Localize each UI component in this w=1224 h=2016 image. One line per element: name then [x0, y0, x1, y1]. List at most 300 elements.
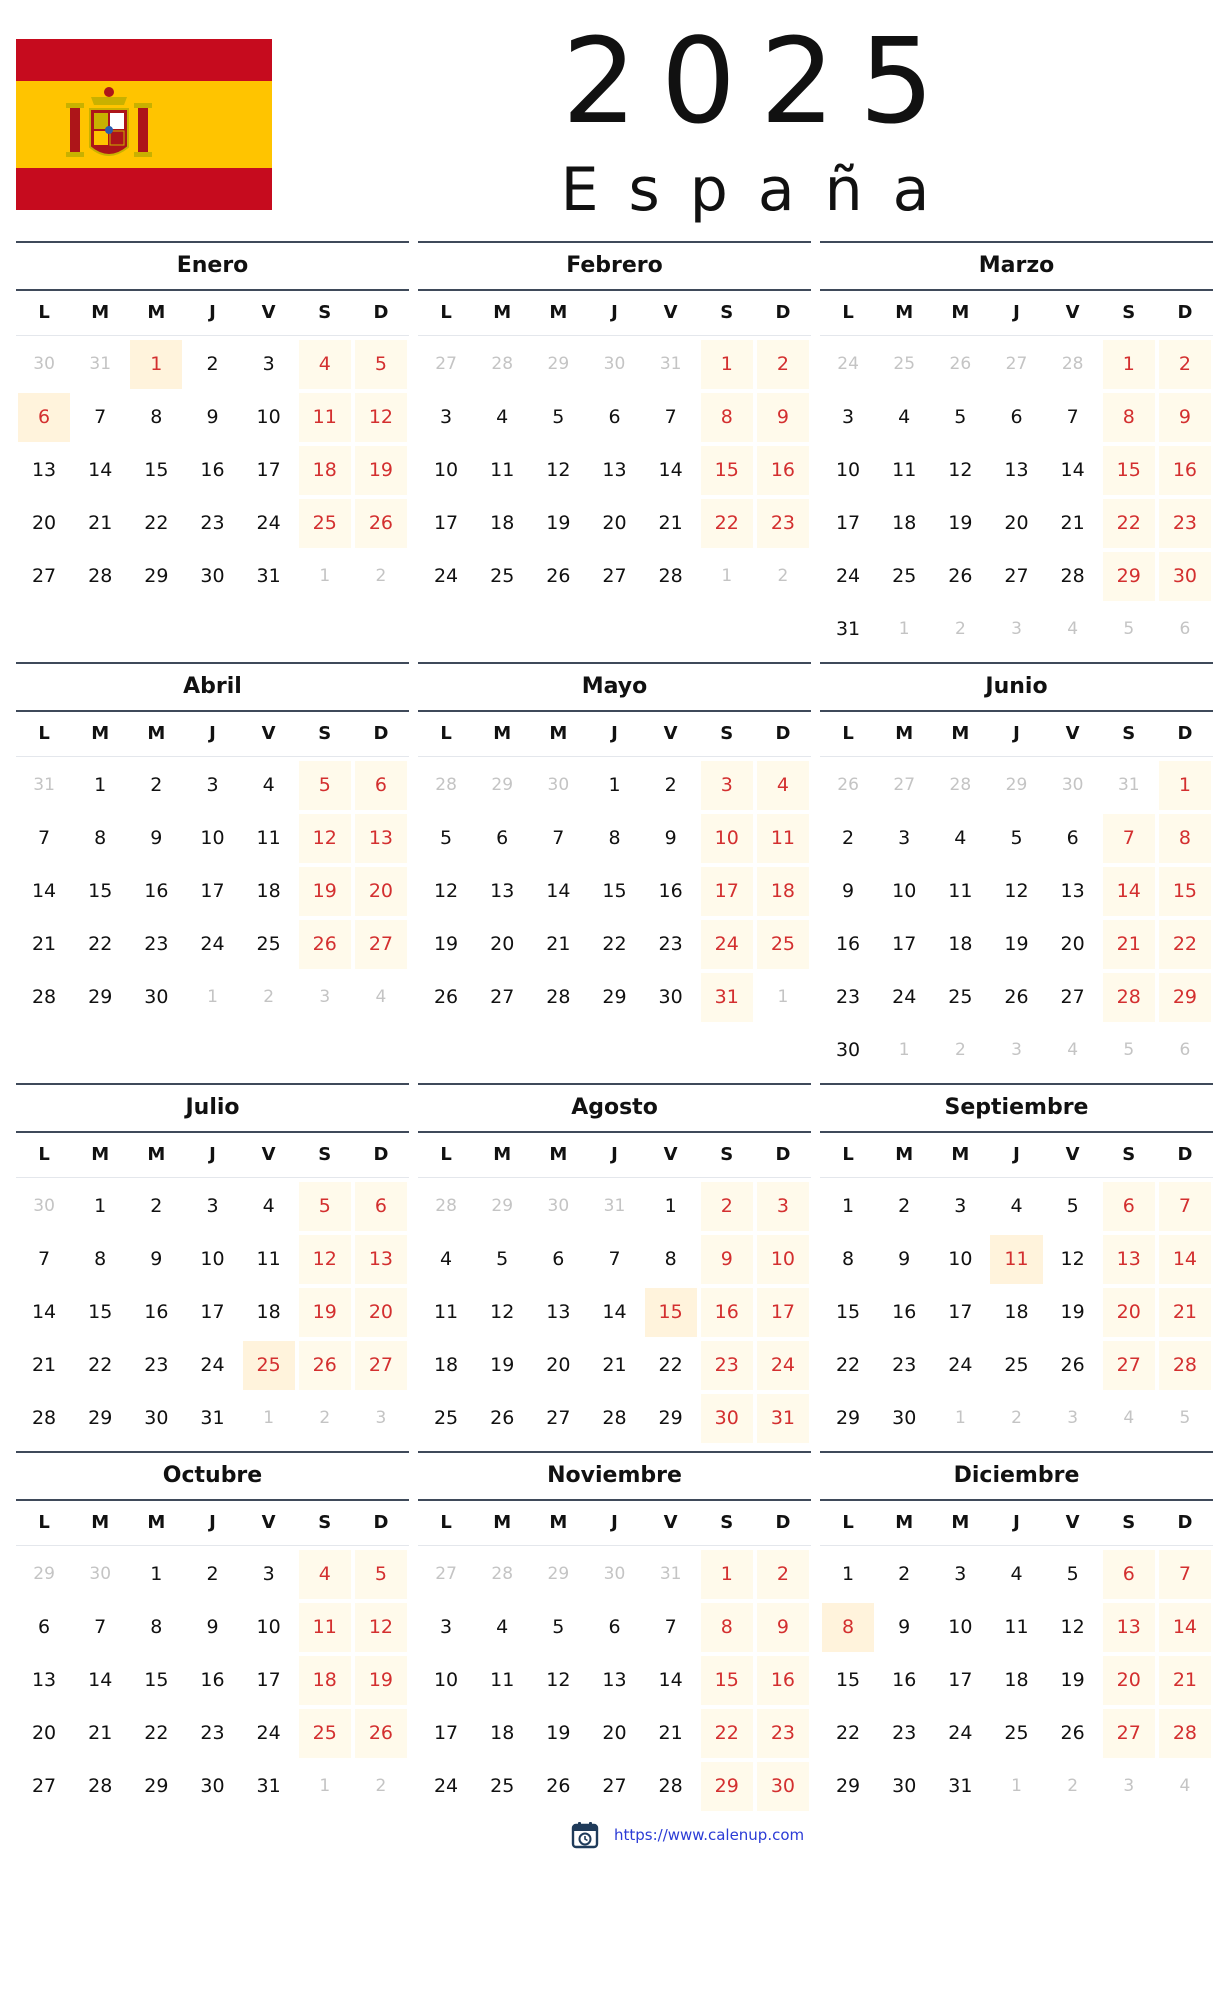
calendar-day: 31	[256, 565, 281, 587]
calendar-day: 18	[299, 1656, 351, 1705]
calendar-day: 28	[88, 565, 113, 587]
weekday-header: M	[876, 1133, 932, 1178]
adjacent-month-day: 5	[1179, 1408, 1191, 1428]
calendar-day: 16	[701, 1288, 753, 1337]
weekday-header: J	[586, 291, 642, 336]
calendar-day: 29	[835, 1775, 861, 1797]
calendar-day: 27	[546, 1407, 571, 1429]
calendar-day: 5	[355, 1550, 407, 1599]
adjacent-month-day: 4	[1067, 1040, 1079, 1060]
calendar-day: 11	[948, 880, 973, 902]
calendar-day: 9	[150, 827, 163, 849]
holiday-day: 11	[990, 1235, 1042, 1284]
calendar-day: 26	[546, 565, 571, 587]
weekday-header: M	[128, 291, 184, 336]
calendar-day: 16	[200, 459, 225, 481]
weekday-header: D	[353, 1501, 409, 1546]
calendar-day: 24	[200, 1354, 225, 1376]
calendar-day: 29	[88, 1407, 113, 1429]
days-grid	[16, 291, 409, 601]
weekday-header: L	[16, 712, 72, 757]
calendar-day: 29	[144, 565, 169, 587]
adjacent-month-day: 2	[375, 566, 387, 586]
calendar-day: 29	[88, 986, 113, 1008]
calendar-day: 8	[150, 1616, 163, 1638]
adjacent-month-day: 4	[1179, 1776, 1191, 1796]
calendar-day: 26	[355, 499, 407, 548]
calendar-day: 10	[256, 406, 281, 428]
calendar-day: 16	[1159, 446, 1211, 495]
month-title: Septiembre	[944, 1095, 1089, 1120]
calendar-day: 22	[658, 1354, 683, 1376]
weekday-header: M	[530, 712, 586, 757]
calendar-day: 30	[835, 1039, 861, 1061]
calendar-day: 25	[433, 1407, 459, 1429]
calendar-day: 3	[954, 1563, 967, 1585]
calendar-day: 24	[433, 565, 459, 587]
holiday-day: 15	[645, 1288, 697, 1337]
calendar-day: 24	[892, 986, 917, 1008]
adjacent-month-day: 6	[1179, 619, 1191, 639]
calendar-day: 3	[440, 1616, 453, 1638]
calendar-day: 27	[31, 565, 57, 587]
calendar-day: 24	[200, 933, 225, 955]
calendar-day: 18	[299, 446, 351, 495]
month-title: Enero	[176, 253, 249, 278]
adjacent-month-day: 27	[1005, 354, 1028, 374]
month-title: Mayo	[581, 674, 648, 699]
calendar-day: 9	[898, 1616, 911, 1638]
adjacent-month-day: 2	[954, 1040, 966, 1060]
weekday-header: J	[988, 1133, 1044, 1178]
adjacent-month-day: 1	[207, 987, 218, 1007]
calendar-day: 26	[1004, 986, 1029, 1008]
calendar-day: 16	[892, 1301, 917, 1323]
calendar-day: 5	[299, 761, 351, 810]
weekday-header: V	[1045, 1501, 1101, 1546]
calendar-day: 1	[1103, 340, 1155, 389]
weekday-header: D	[755, 291, 811, 336]
adjacent-month-day: 29	[491, 775, 514, 795]
calendar-day: 25	[299, 499, 351, 548]
weekday-header: V	[241, 1501, 297, 1546]
calendar-day: 8	[701, 393, 753, 442]
weekday-header: L	[418, 291, 474, 336]
weekday-header: M	[530, 291, 586, 336]
calendar-day: 14	[88, 1669, 113, 1691]
calendar-day: 14	[1159, 1603, 1211, 1652]
weekday-header: M	[932, 1501, 988, 1546]
calendar-day: 9	[664, 827, 677, 849]
month-title: Julio	[185, 1095, 240, 1120]
calendar-day: 6	[608, 1616, 621, 1638]
calendar-day: 3	[842, 406, 855, 428]
calendar-day: 17	[200, 880, 225, 902]
adjacent-month-day: 3	[319, 987, 331, 1007]
holiday-day: 1	[130, 340, 182, 389]
adjacent-month-day: 2	[1067, 1776, 1079, 1796]
calendar-day: 4	[496, 406, 509, 428]
weekday-header: M	[474, 712, 530, 757]
calendar-day: 19	[299, 867, 351, 916]
website-link[interactable]: https://www.calenup.com	[614, 1826, 805, 1844]
calendar-day: 28	[1159, 1709, 1211, 1758]
calendar-day: 1	[701, 340, 753, 389]
calendar-day: 15	[88, 880, 113, 902]
calendar-day: 23	[892, 1722, 917, 1744]
calendar-day: 15	[1103, 446, 1155, 495]
calendar-day: 27	[1004, 565, 1029, 587]
calendar-day: 20	[31, 1722, 57, 1744]
calendar-day: 29	[144, 1775, 169, 1797]
calendar-day: 9	[757, 393, 809, 442]
calendar-day: 4	[299, 340, 351, 389]
adjacent-month-day: 28	[491, 354, 514, 374]
weekday-header: M	[128, 1501, 184, 1546]
adjacent-month-day: 29	[1005, 775, 1028, 795]
calendar-day: 11	[892, 459, 917, 481]
calendar-day: 20	[490, 933, 515, 955]
calendar-day: 23	[200, 512, 225, 534]
calendar-day: 17	[948, 1669, 973, 1691]
calendar-day: 25	[490, 565, 515, 587]
weekday-header: S	[1101, 291, 1157, 336]
calendar-day: 31	[256, 1775, 281, 1797]
calendar-day: 26	[490, 1407, 515, 1429]
calendar-day: 26	[299, 920, 351, 969]
weekday-header: D	[353, 712, 409, 757]
weekday-header: M	[474, 291, 530, 336]
calendar-day: 7	[664, 406, 677, 428]
calendar-day: 20	[1103, 1288, 1155, 1337]
adjacent-month-day: 27	[893, 775, 916, 795]
calendar-day: 1	[664, 1195, 677, 1217]
calendar-day: 7	[1103, 814, 1155, 863]
calendar-day: 18	[433, 1354, 459, 1376]
calendar-day: 21	[1159, 1288, 1211, 1337]
calendar-day: 23	[144, 933, 169, 955]
calendar-day: 19	[355, 446, 407, 495]
calendar-day: 13	[546, 1301, 571, 1323]
calendar-day: 17	[256, 1669, 281, 1691]
weekday-header: J	[988, 291, 1044, 336]
calendar-day: 10	[701, 814, 753, 863]
calendar-day: 28	[1159, 1341, 1211, 1390]
month-title: Octubre	[162, 1463, 263, 1488]
weekday-header: L	[16, 291, 72, 336]
calendar-day: 28	[31, 986, 57, 1008]
calendar-day: 14	[658, 1669, 683, 1691]
calendar-day: 30	[144, 986, 169, 1008]
calendar-day: 12	[546, 459, 571, 481]
weekday-header: M	[530, 1133, 586, 1178]
calendar-clock-icon	[570, 1820, 600, 1850]
adjacent-month-day: 30	[547, 1196, 570, 1216]
calendar-day: 3	[898, 827, 911, 849]
calendar-day: 26	[433, 986, 459, 1008]
calendar-day: 31	[701, 973, 753, 1022]
calendar-day: 24	[256, 512, 281, 534]
adjacent-month-day: 27	[435, 1564, 457, 1584]
weekday-header: S	[699, 291, 755, 336]
weekday-header: M	[474, 1133, 530, 1178]
calendar-day: 3	[701, 761, 753, 810]
footer	[570, 1818, 804, 1852]
calendar-day: 1	[150, 1563, 163, 1585]
calendar-day: 5	[440, 827, 453, 849]
calendar-day: 5	[496, 1248, 509, 1270]
weekday-header: L	[820, 1501, 876, 1546]
weekday-header: S	[699, 712, 755, 757]
calendar-day: 27	[490, 986, 515, 1008]
holiday-day: 6	[18, 393, 70, 442]
calendar-day: 30	[658, 986, 683, 1008]
adjacent-month-day: 25	[893, 354, 916, 374]
calendar-day: 23	[701, 1341, 753, 1390]
holiday-day: 25	[243, 1341, 295, 1390]
month-title: Marzo	[978, 253, 1055, 278]
calendar-day: 9	[898, 1248, 911, 1270]
weekday-header: V	[241, 1133, 297, 1178]
calendar-day: 7	[552, 827, 565, 849]
weekday-header: L	[820, 1133, 876, 1178]
calendar-day: 15	[701, 1656, 753, 1705]
weekday-header: M	[474, 1501, 530, 1546]
calendar-day: 18	[948, 933, 973, 955]
adjacent-month-day: 30	[547, 775, 570, 795]
calendar-day: 10	[200, 1248, 225, 1270]
month-septiembre	[820, 1083, 1213, 1443]
month-julio	[16, 1083, 409, 1443]
calendar-day: 13	[1103, 1603, 1155, 1652]
calendar-day: 12	[433, 880, 459, 902]
calendar-day: 12	[490, 1301, 515, 1323]
weekday-header: L	[418, 1133, 474, 1178]
calendar-day: 24	[701, 920, 753, 969]
calendar-day: 4	[1010, 1195, 1023, 1217]
adjacent-month-day: 31	[33, 775, 55, 795]
calendar-day: 15	[701, 446, 753, 495]
calendar-day: 24	[835, 565, 861, 587]
calendar-day: 20	[1004, 512, 1029, 534]
adjacent-month-day: 2	[375, 1776, 387, 1796]
calendar-day: 2	[664, 774, 677, 796]
weekday-header: V	[241, 291, 297, 336]
calendar-day: 6	[1103, 1182, 1155, 1231]
calendar-day: 10	[256, 1616, 281, 1638]
calendar-day: 5	[355, 340, 407, 389]
calendar-day: 28	[1103, 973, 1155, 1022]
calendar-day: 18	[757, 867, 809, 916]
calendar-day: 31	[757, 1394, 809, 1443]
calendar-day: 30	[701, 1394, 753, 1443]
calendar-day: 20	[1060, 933, 1085, 955]
calendar-day: 7	[38, 827, 51, 849]
calendar-day: 9	[842, 880, 855, 902]
calendar-day: 23	[144, 1354, 169, 1376]
calendar-day: 7	[1066, 406, 1079, 428]
weekday-header: J	[988, 712, 1044, 757]
calendar-day: 13	[602, 459, 627, 481]
weekday-header: J	[184, 1501, 240, 1546]
calendar-day: 5	[299, 1182, 351, 1231]
weekday-header: J	[184, 1133, 240, 1178]
adjacent-month-day: 5	[1123, 619, 1135, 639]
calendar-day: 20	[1103, 1656, 1155, 1705]
weekday-header: D	[353, 1133, 409, 1178]
calendar-day: 14	[1103, 867, 1155, 916]
calendar-day: 19	[948, 512, 973, 534]
calendar-day: 23	[757, 499, 809, 548]
calendar-day: 19	[355, 1656, 407, 1705]
weekday-header: D	[353, 291, 409, 336]
adjacent-month-day: 3	[375, 1408, 387, 1428]
calendar-day: 13	[355, 1235, 407, 1284]
calendar-day: 30	[892, 1775, 917, 1797]
weekday-header: J	[184, 291, 240, 336]
adjacent-month-day: 2	[319, 1408, 331, 1428]
calendar-day: 24	[948, 1354, 973, 1376]
calendar-day: 12	[546, 1669, 571, 1691]
weekday-header: J	[586, 1133, 642, 1178]
adjacent-month-day: 26	[949, 354, 972, 374]
adjacent-month-day: 30	[33, 1196, 55, 1216]
calendar-day: 18	[490, 512, 515, 534]
calendar-day: 18	[490, 1722, 515, 1744]
calendar-day: 27	[1103, 1709, 1155, 1758]
calendar-day: 23	[200, 1722, 225, 1744]
calendar-day: 26	[1060, 1722, 1085, 1744]
calendar-day: 26	[299, 1341, 351, 1390]
adjacent-month-day: 28	[1061, 354, 1084, 374]
calendar-day: 1	[701, 1550, 753, 1599]
calendar-day: 4	[262, 1195, 275, 1217]
adjacent-month-day: 29	[33, 1564, 55, 1584]
calendar-day: 6	[496, 827, 509, 849]
calendar-day: 30	[757, 1762, 809, 1811]
calendar-day: 25	[1004, 1354, 1029, 1376]
calendar-day: 7	[1159, 1182, 1211, 1231]
calendar-day: 17	[835, 512, 861, 534]
calendar-day: 28	[1060, 565, 1085, 587]
calendar-day: 30	[200, 1775, 225, 1797]
calendar-day: 19	[546, 512, 571, 534]
weekday-header: M	[932, 712, 988, 757]
adjacent-month-day: 2	[263, 987, 275, 1007]
days-grid	[820, 1501, 1213, 1811]
month-title: Febrero	[566, 253, 663, 278]
calendar-day: 3	[757, 1182, 809, 1231]
calendar-day: 17	[256, 459, 281, 481]
weekday-header: V	[643, 1501, 699, 1546]
calendar-day: 3	[440, 406, 453, 428]
month-title: Diciembre	[953, 1463, 1080, 1488]
calendar-day: 8	[664, 1248, 677, 1270]
weekday-header: S	[1101, 1501, 1157, 1546]
calendar-day: 5	[1066, 1563, 1079, 1585]
calendar-day: 2	[1159, 340, 1211, 389]
calendar-day: 24	[433, 1775, 459, 1797]
calendar-day: 12	[355, 393, 407, 442]
calendar-day: 2	[757, 1550, 809, 1599]
calendar-day: 10	[835, 459, 861, 481]
calendar-day: 7	[94, 406, 107, 428]
calendar-day: 12	[1060, 1248, 1085, 1270]
weekday-header: V	[1045, 291, 1101, 336]
days-grid	[820, 291, 1213, 654]
calendar-day: 19	[299, 1288, 351, 1337]
adjacent-month-day: 1	[898, 1040, 910, 1060]
calendar-day: 4	[898, 406, 911, 428]
weekday-header: J	[586, 1501, 642, 1546]
calendar-day: 14	[1060, 459, 1085, 481]
calendar-day: 31	[948, 1775, 973, 1797]
adjacent-month-day: 30	[89, 1564, 112, 1584]
country-title: España	[560, 155, 960, 225]
adjacent-month-day: 31	[1117, 775, 1140, 795]
calendar-day: 6	[608, 406, 621, 428]
calendar-day: 23	[892, 1354, 917, 1376]
calendar-day: 25	[299, 1709, 351, 1758]
calendar-day: 10	[948, 1248, 973, 1270]
adjacent-month-day: 1	[1011, 1776, 1022, 1796]
calendar-day: 13	[355, 814, 407, 863]
calendar-day: 17	[433, 1722, 459, 1744]
calendar-day: 7	[1159, 1550, 1211, 1599]
calendar-day: 27	[602, 565, 627, 587]
calendar-day: 1	[842, 1195, 855, 1217]
calendar-day: 29	[701, 1762, 753, 1811]
days-grid	[418, 291, 811, 601]
calendar-day: 9	[206, 406, 219, 428]
days-grid	[418, 1501, 811, 1811]
calendar-day: 1	[608, 774, 621, 796]
calendar-day: 1	[842, 1563, 855, 1585]
days-grid	[820, 1133, 1213, 1443]
calendar-day: 6	[1010, 406, 1023, 428]
weekday-header: M	[932, 1133, 988, 1178]
days-grid	[16, 1501, 409, 1811]
adjacent-month-day: 1	[319, 566, 331, 586]
calendar-day: 10	[892, 880, 917, 902]
weekday-header: M	[72, 712, 128, 757]
calendar-day: 3	[206, 1195, 219, 1217]
weekday-header: L	[820, 291, 876, 336]
calendar-day: 11	[256, 1248, 281, 1270]
calendar-day: 16	[892, 1669, 917, 1691]
calendar-day: 22	[1103, 499, 1155, 548]
calendar-day: 25	[757, 920, 809, 969]
weekday-header: V	[1045, 712, 1101, 757]
adjacent-month-day: 29	[547, 354, 570, 374]
weekday-header: V	[643, 1133, 699, 1178]
calendar-day: 20	[355, 1288, 407, 1337]
calendar-day: 21	[1103, 920, 1155, 969]
calendar-day: 16	[757, 446, 809, 495]
weekday-header: M	[530, 1501, 586, 1546]
calendar-day: 8	[1103, 393, 1155, 442]
calendar-day: 22	[144, 512, 169, 534]
calendar-day: 4	[757, 761, 809, 810]
calendar-day: 2	[842, 827, 855, 849]
weekday-header: J	[988, 1501, 1044, 1546]
calendar-day: 15	[602, 880, 627, 902]
adjacent-month-day: 26	[837, 775, 859, 795]
adjacent-month-day: 4	[1067, 619, 1079, 639]
calendar-day: 12	[299, 814, 351, 863]
calendar-day: 14	[602, 1301, 627, 1323]
calendar-day: 28	[31, 1407, 57, 1429]
